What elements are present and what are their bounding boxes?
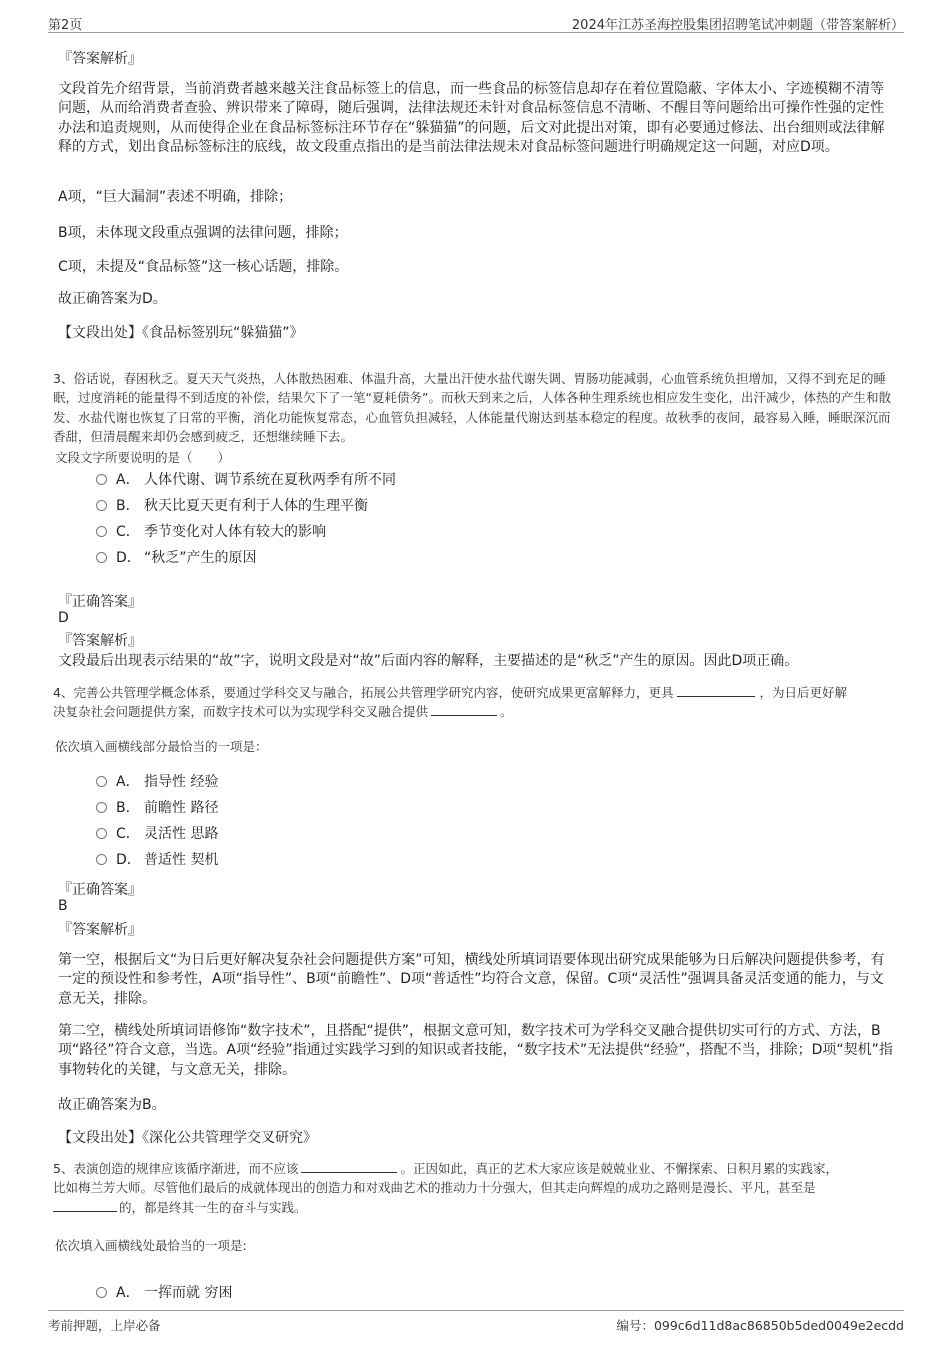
q3-analysis-text: 文段最后出现表示结果的“故”字，说明文段是对“故”后面内容的解释，主要描述的是“秋乏”产生的原因。因此D项正确。 (58, 653, 799, 669)
radio-icon[interactable] (96, 776, 107, 787)
q4-conclusion: 故正确答案为B。 (58, 1097, 166, 1113)
q2-analysis-text: 文段首先介绍背景，当前消费者越来越关注食品标签上的信息，而一些食品的标签信息却存在着位置隐蔽、字体太小、字迹模糊不清等问题，从而给消费者查验、辨识带来了障碍，随后强调，法律法规还未针对食品标签信息不清晰、不醒目等问题给出可操作性强的定性办法和追责规则，从而使得企业在食品标签标注环节存在“躲猫猫”的问题，后文对此提出对策，即有必要通过修法、出台细则或法律解释的方式，划出食品标签标注的底线，故文段重点指出的是当前法律法规未对食品标签问题进行明确规定这一问题，对应D项。 (58, 81, 885, 155)
q4-analysis-p1: 第一空，根据后文“为日后更好解决复杂社会问题提供方案”可知，横线处所填词语要体现出研究成果能够为日后解决问题提供参考，有一定的预设性和参考性，A项“指导性”、B项“前瞻性”、D项“普适性”均符合文意，保留。C项“灵活性”强调具备灵活变通的能力，与文意无关，排除。 (58, 952, 885, 1007)
q4-option-b[interactable]: B． 前瞻性 路径 (96, 798, 218, 818)
q3-stem: 3、俗话说，春困秋乏。夏天天气炎热，人体散热困难、体温升高，大量出汗使水盐代谢失调、胃肠功能减弱，心血管系统负担增加，又得不到充足的睡眠，过度消耗的能量得不到适度的补偿，结果欠下了一笔“夏耗债务”。而秋天到来之后，人体各种生理系统也相应发生变化，出汗减少，体热的产生和散发、水盐代谢也恢复了日常的平衡，消化功能恢复常态，心血管负担减轻，人体能量代谢达到基本稳定的程度。故秋季的夜间，最容易入睡，睡眠深沉而香甜，但清晨醒来却仍会感到疲乏，还想继续睡下去。 (53, 371, 891, 444)
q3-option-a[interactable]: A． 人体代谢、调节系统在夏秋两季有所不同 (96, 470, 396, 490)
radio-icon[interactable] (96, 854, 107, 865)
q5-stem: 5、表演创造的规律应该循序渐进，而不应该 。正因如此，真正的艺术大家应该是兢兢业业、不懈探索、日积月累的实践家， 比如梅兰芳大师。尽管他们最后的成就体现出的创造力和对戏曲艺术的推动力十分强大，但其走向辉煌的成功之路则是漫长、平凡，甚至是 的，都是终其一生的奋斗与实践。 (53, 1161, 838, 1215)
q3-option-d[interactable]: D． “秋乏”产生的原因 (96, 548, 257, 568)
q5-ask: 依次填入画横线处最恰当的一项是: (55, 1238, 247, 1253)
q4-ask: 依次填入画横线部分最恰当的一项是： (55, 739, 268, 754)
page-footer (48, 1310, 904, 1335)
radio-icon[interactable] (96, 1287, 107, 1298)
q3-answer: D (58, 610, 69, 626)
q4-option-a[interactable]: A． 指导性 经验 (96, 772, 218, 792)
radio-icon[interactable] (96, 802, 107, 813)
q4-analysis-label: 『答案解析』 (58, 922, 142, 938)
q3-answer-label: 『正确答案』 (58, 594, 142, 610)
q4-analysis-p2: 第二空，横线处所填词语修饰“数字技术”，且搭配“提供”，根据文意可知，数字技术可为学科交叉融合提供切实可行的方式、方法，B项“路径”符合文意，当选。A项“经验”指通过实践学习到的知识或者技能，“数字技术”无法提供“经验”，搭配不当，排除；D项“契机”指事物转化的关键，与文意无关，排除。 (58, 1023, 893, 1078)
q3-option-c[interactable]: C． 季节变化对人体有较大的影响 (96, 522, 326, 542)
q2-conclusion: 故正确答案为D。 (58, 291, 167, 307)
q4-option-c[interactable]: C． 灵活性 思路 (96, 824, 218, 844)
footer-slogan: 考前押题，上岸必备 (48, 1318, 161, 1333)
radio-icon[interactable] (96, 552, 107, 563)
q3-ask: 文段文字所要说明的是（ ） (55, 450, 231, 465)
q4-blank-2 (431, 703, 497, 716)
document-title: 2024年江苏圣海控股集团招聘笔试冲刺题（带答案解析） (571, 18, 904, 33)
q2-exclude-a: A项，“巨大漏洞”表述不明确，排除； (58, 189, 293, 205)
radio-icon[interactable] (96, 500, 107, 511)
q4-source: 【文段出处】《深化公共管理学交叉研究》 (58, 1130, 317, 1146)
radio-icon[interactable] (96, 474, 107, 485)
document-code: 编号：099c6d11d8ac86850b5ded0049e2ecdd (616, 1318, 904, 1333)
q2-analysis-label: 『答案解析』 (58, 51, 142, 67)
q5-option-a[interactable]: A． 一挥而就 穷困 (96, 1283, 232, 1303)
q4-option-d[interactable]: D． 普适性 契机 (96, 850, 218, 870)
q4-answer: B (58, 898, 68, 914)
q5-blank-1 (301, 1160, 397, 1173)
q2-source: 【文段出处】《食品标签别玩“躲猫猫”》 (58, 325, 304, 341)
q4-stem: 4、完善公共管理学概念体系，要通过学科交叉与融合，拓展公共管理学研究内容，使研究成果更富解释力，更具 ，为日后更好解 决复杂社会问题提供方案，而数字技术可以为实现学科交叉融合提供 。 (53, 685, 847, 720)
radio-icon[interactable] (96, 828, 107, 839)
radio-icon[interactable] (96, 526, 107, 537)
q3-analysis-label: 『答案解析』 (58, 633, 142, 649)
q2-exclude-b: B项，未体现文段重点强调的法律问题，排除； (58, 225, 348, 241)
q4-blank-1 (677, 684, 755, 697)
q4-answer-label: 『正确答案』 (58, 882, 142, 898)
q2-exclude-c: C项，未提及“食品标签”这一核心话题，排除。 (58, 259, 349, 275)
page-header (48, 12, 904, 33)
q3-option-b[interactable]: B． 秋天比夏天更有利于人体的生理平衡 (96, 496, 368, 516)
page-number: 第2页 (48, 18, 83, 33)
q5-blank-2 (53, 1199, 117, 1212)
